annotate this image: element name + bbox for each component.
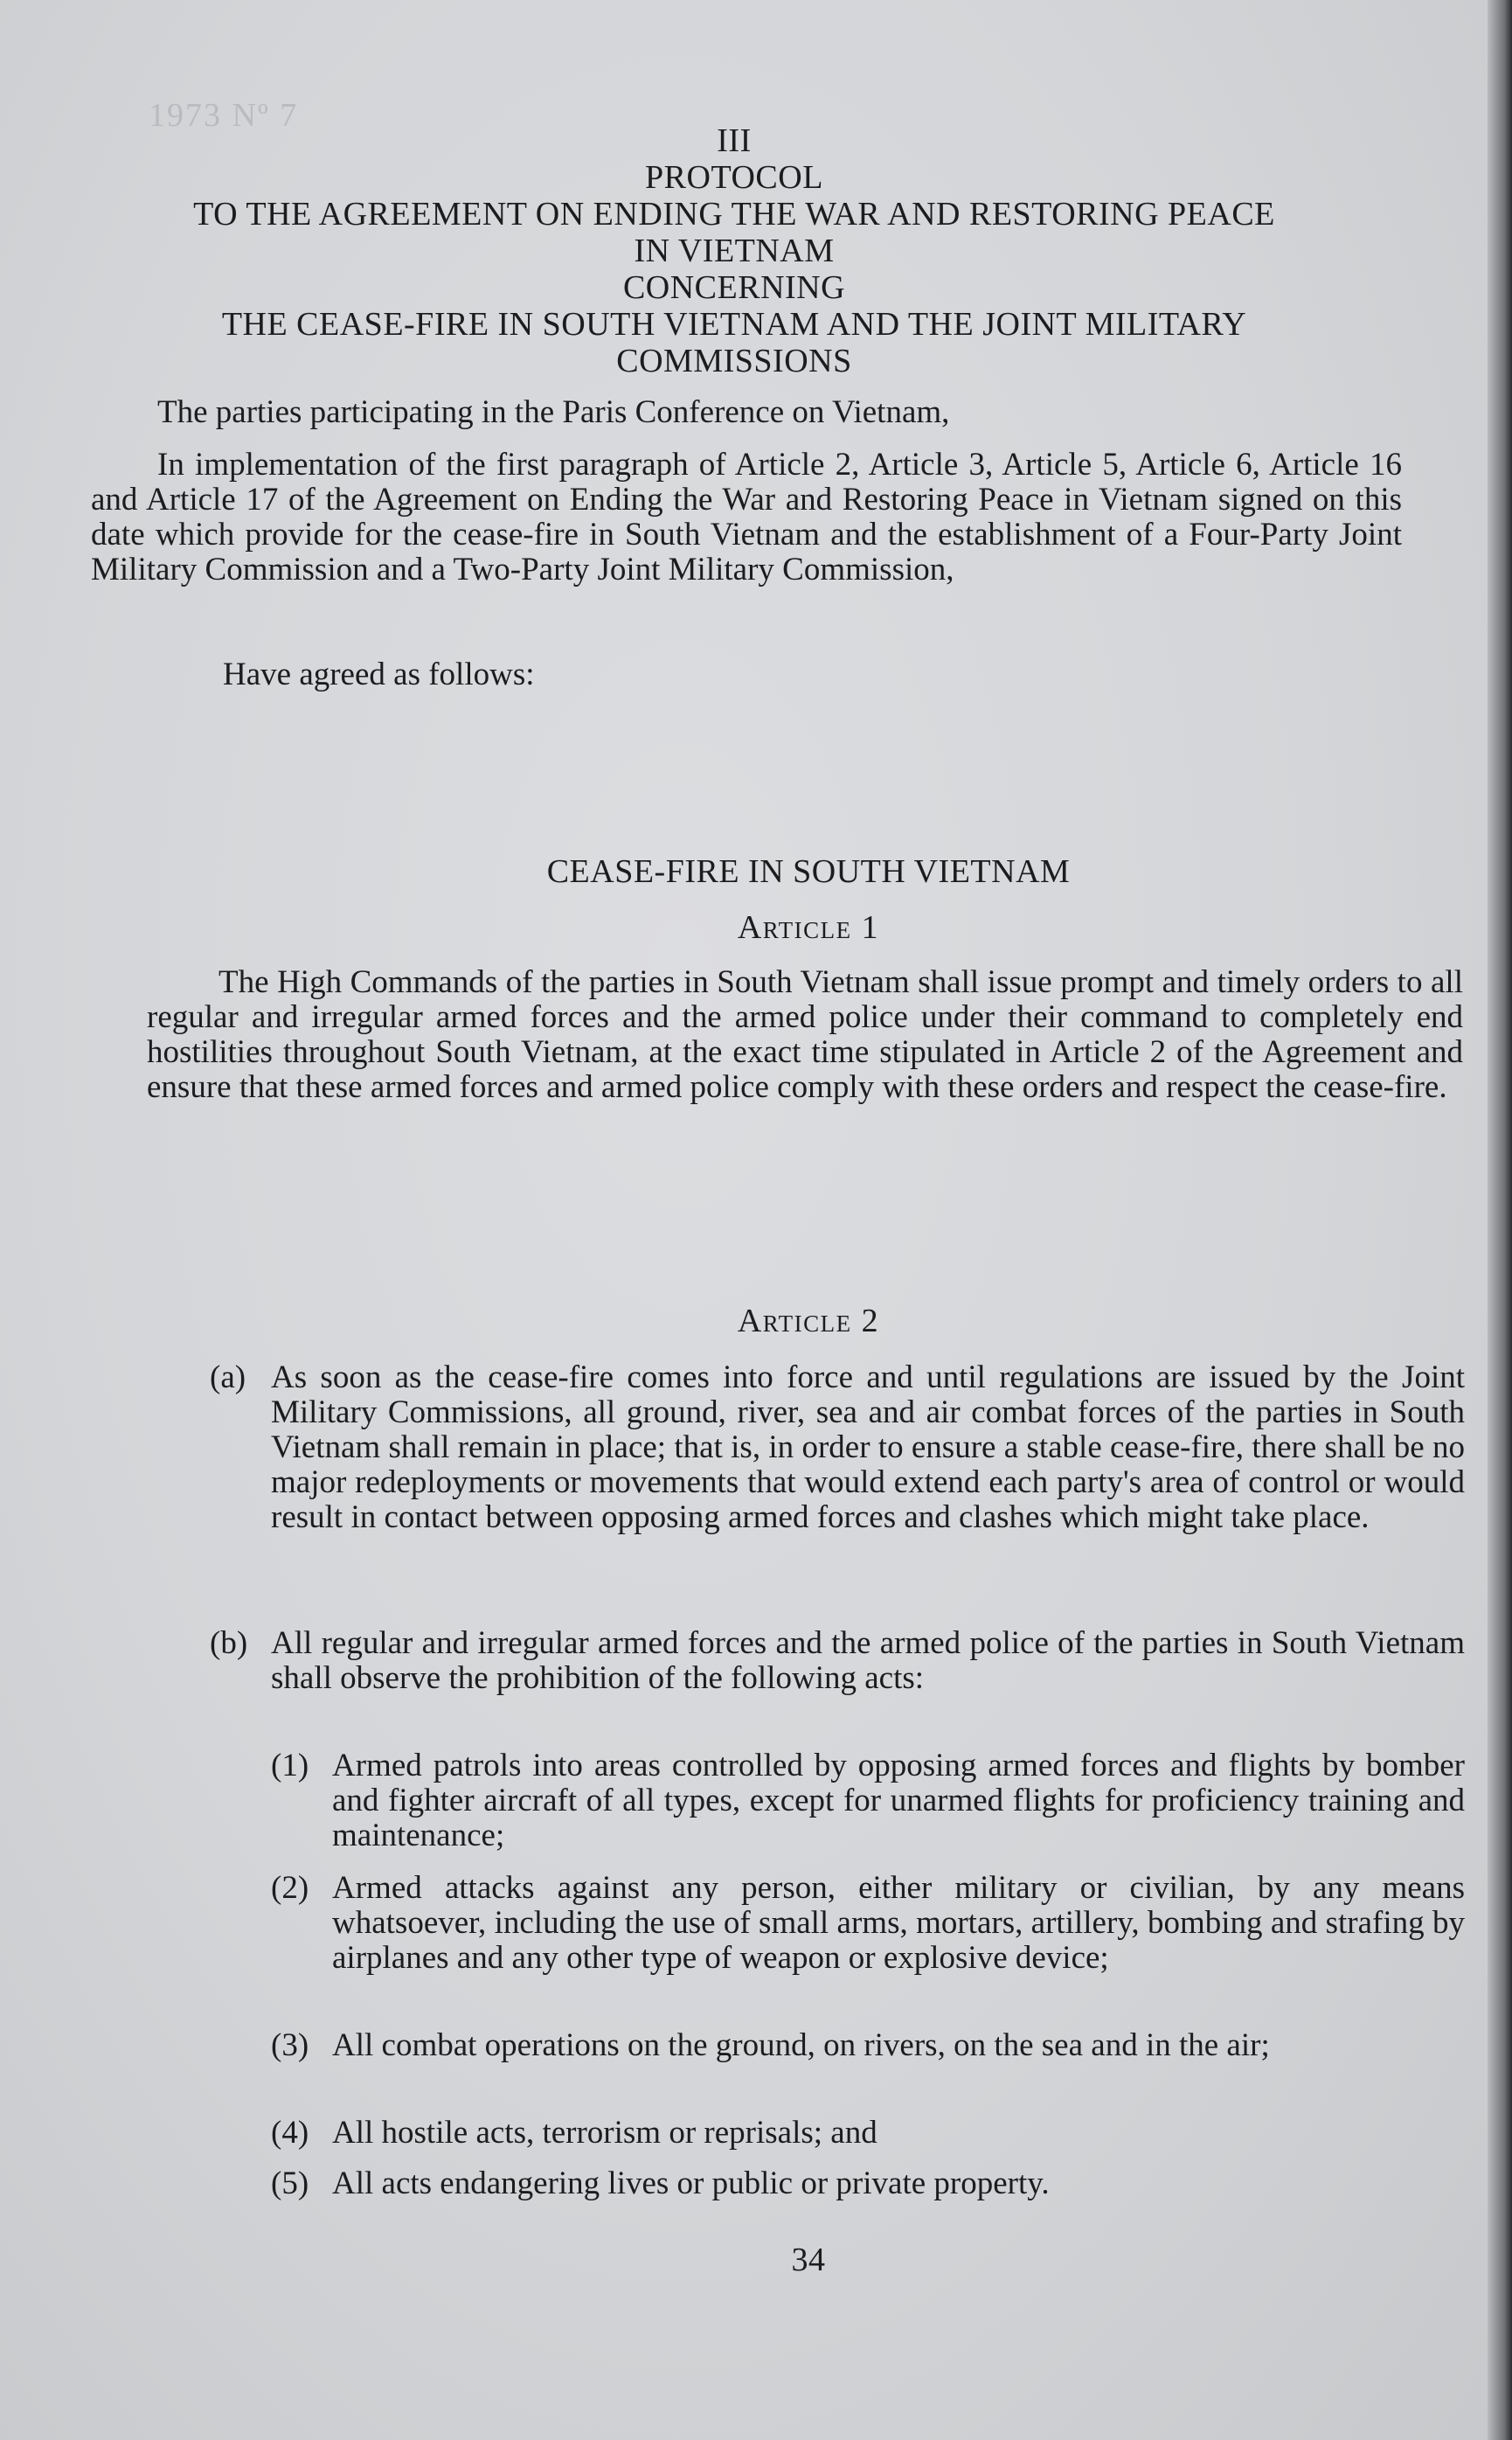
preamble-implementation-text: In implementation of the first paragraph of Article 2, Article 3, Article 5, Article 6, Article 16 and Article 17 of the Agreement on Ending the War and Restoring Peace in Vietnam signed on this date which provide for the cease-fire in South Vietnam and the establishment of a Four-Party Joint Military Commission and a Two-Party Joint Military Commission, [91, 447, 1402, 587]
protocol-title-line-3: IN VIETNAM [634, 233, 835, 269]
binding-edge [1488, 0, 1512, 2440]
prohibited-act-4 [271, 2116, 1465, 2154]
act-1-text: Armed patrols into areas controlled by opposing armed forces and flights by bomber and fighter aircraft of all types, except for unarmed flights for proficiency training and maintenance; [332, 1748, 1465, 1853]
clause-a-marker: (a) [210, 1359, 246, 1395]
prohibited-act-5 [271, 2166, 1465, 2205]
protocol-title-line-6: COMMISSIONS [616, 343, 852, 379]
act-3-marker: (3) [271, 2027, 309, 2063]
page-number: 34 [791, 2242, 826, 2278]
bleed-through-header: 1973 Nº 7 [149, 97, 299, 134]
act-5-text: All acts endangering lives or public or private property. [332, 2165, 1050, 2201]
prohibited-act-2 [271, 1871, 1465, 2016]
act-5-marker: (5) [271, 2165, 309, 2201]
act-4-marker: (4) [271, 2115, 309, 2151]
article-1-text: The High Commands of the parties in South Vietnam shall issue prompt and timely orders to all regular and irregular armed forces and the armed police under their command to completely end hostilities throughout South Vietnam, at the exact time stipulated in Article 2 of the Agreement and ensure that these armed forces and armed police comply with these orders and respect the cease-fire. [147, 964, 1463, 1105]
clause-b-text: All regular and irregular armed forces and the armed police of the parties in South Vietnam shall observe the prohibition of the following acts: [271, 1625, 1465, 1696]
act-2-marker: (2) [271, 1870, 309, 1906]
article-2-heading: Article 2 [737, 1303, 880, 1339]
act-4-text: All hostile acts, terrorism or reprisals; and [332, 2115, 877, 2151]
act-1-marker: (1) [271, 1748, 309, 1783]
preamble-implementation [91, 448, 1402, 587]
clause-b-marker: (b) [210, 1625, 248, 1661]
preamble-parties: The parties participating in the Paris Conference on Vietnam, [157, 394, 950, 430]
prohibited-act-3 [271, 2028, 1465, 2103]
prohibited-act-1 [271, 1748, 1465, 1859]
article-1-heading: Article 1 [737, 909, 880, 946]
act-2-text: Armed attacks against any person, either military or civilian, by any means whatsoever, including the use of small arms, mortars, artillery, bombing and strafing by airplanes and any other type of weapon or explosive device; [332, 1870, 1465, 1976]
protocol-title-line-4: CONCERNING [622, 269, 846, 306]
protocol-title-line-1: PROTOCOL [645, 159, 823, 196]
section-title: CEASE-FIRE IN SOUTH VIETNAM [546, 853, 1071, 890]
article-2-clause-a [210, 1360, 1465, 1612]
article-2-clause-b [210, 1626, 1465, 1738]
protocol-title-line-2: TO THE AGREEMENT ON ENDING THE WAR AND RESTORING PEACE [193, 196, 1275, 233]
clause-a-text: As soon as the cease-fire comes into force and until regulations are issued by the Joint Military Commissions, all ground, river, sea and air combat forces of the parties in South Vietnam shall remain in place; that is, in order to ensure a stable cease-fire, there shall be no major redeployments or movements that would extend each party's area of control or would result in contact between opposing armed forces and clashes which might take place. [271, 1359, 1465, 1535]
preamble-agreed: Have agreed as follows: [223, 657, 535, 692]
part-number: III [717, 122, 752, 159]
protocol-title-line-5: THE CEASE-FIRE IN SOUTH VIETNAM AND THE JOINT MILITARY [221, 306, 1247, 343]
act-3-text: All combat operations on the ground, on rivers, on the sea and in the air; [332, 2027, 1270, 2063]
